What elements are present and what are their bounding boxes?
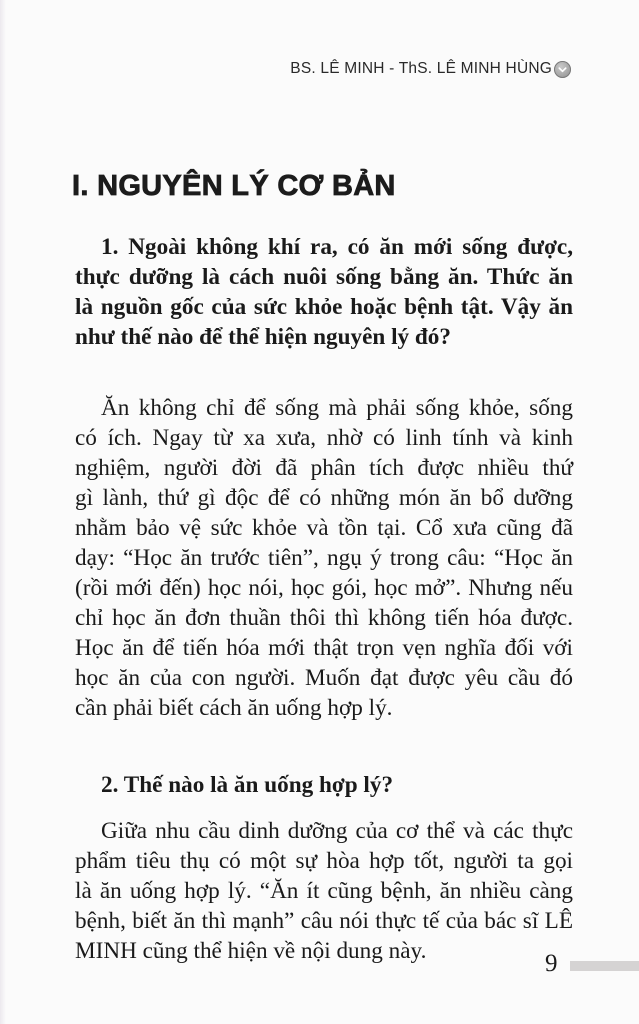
answer-2-line: bệnh, biết ăn thì mạnh” câu nói thực tế của bác sĩ LÊ [75,908,573,934]
answer-1-line: nghiệm, người đời đã phân tích được nhiều thứ [75,455,573,481]
answer-2-line: phẩm tiêu thụ có một sự hòa hợp tốt, người ta gọi [75,848,573,874]
answer-1-line: chỉ học ăn đơn thuần thôi thì không tiến hóa được. [75,605,573,631]
answer-1 [75,393,573,723]
answer-1-line: cần phải biết cách ăn uống hợp lý. [75,695,393,721]
chevron-down-circle-icon [554,61,571,78]
question-1 [75,232,573,352]
answer-2 [75,816,573,966]
question-1-line: như thế nào để thể hiện nguyên lý đó? [75,324,451,350]
answer-1-line: Ăn không chỉ để sống mà phải sống khỏe, sống [101,395,573,421]
answer-1-line: gì lành, thứ gì độc để có những món ăn bổ dưỡng [75,485,573,511]
running-header-authors: BS. LÊ MINH - ThS. LÊ MINH HÙNG [290,60,552,77]
answer-2-line: là ăn uống hợp lý. “Ăn ít cũng bệnh, ăn nhiều càng [75,878,573,904]
question-2-text: 2. Thế nào là ăn uống hợp lý? [101,772,394,798]
answer-1-line: học ăn của con người. Muốn đạt được yêu cầu đó [75,665,573,691]
answer-1-line: dạy: “Học ăn trước tiên”, ngụ ý trong câu: “Học ăn [75,545,573,571]
question-2 [75,770,573,800]
answer-1-line: có ích. Ngay từ xa xưa, nhờ có linh tính và kinh [75,425,573,451]
answer-1-line: nhằm bảo vệ sức khỏe và tồn tại. Cổ xưa cũng đã [75,515,573,541]
footer-decorative-bar [570,961,639,971]
running-header [290,60,571,78]
section-heading: I. NGUYÊN LÝ CƠ BẢN [72,170,396,202]
question-1-line: 1. Ngoài không khí ra, có ăn mới sống được, [101,234,573,260]
answer-2-line: MINH cũng thể hiện về nội dung này. [75,938,427,964]
question-1-line: thực dưỡng là cách nuôi sống bằng ăn. Thức ăn [75,264,573,290]
page-edge-shadow [0,0,6,1024]
question-1-line: là nguồn gốc của sức khỏe hoặc bệnh tật. Vậy ăn [75,294,573,320]
page-footer [545,950,639,978]
answer-2-line: Giữa nhu cầu dinh dưỡng của cơ thể và các thực [101,818,573,844]
answer-1-line: Học ăn để tiến hóa mới thật trọn vẹn nghĩa đối với [75,635,573,661]
page-number: 9 [545,950,558,977]
answer-1-line: (rồi mới đến) học nói, học gói, học mở”. Nhưng nếu [75,575,573,601]
